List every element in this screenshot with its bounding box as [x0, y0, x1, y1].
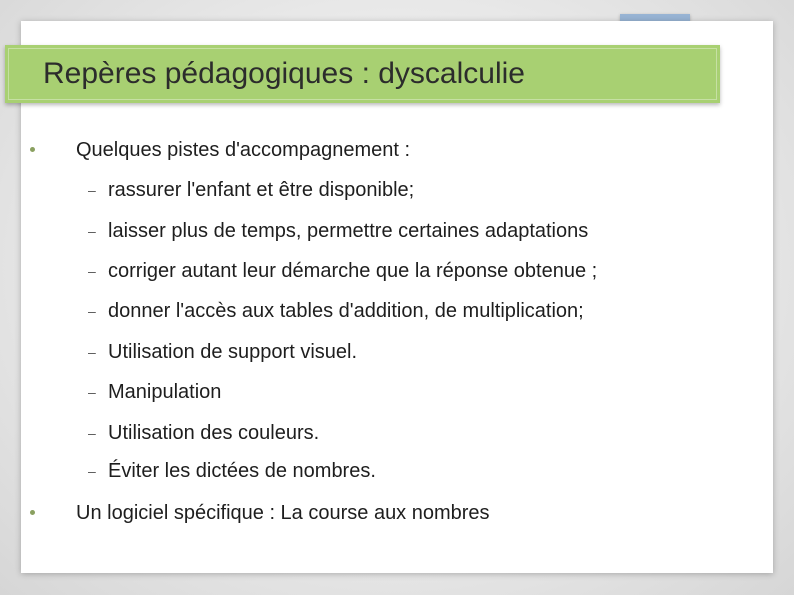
- sub-bullet-text: Éviter les dictées de nombres.: [108, 460, 376, 482]
- bullet-dot-icon: [30, 147, 35, 152]
- sub-bullet-text: laisser plus de temps, permettre certaines adaptations: [108, 220, 589, 242]
- sub-bullet-text: Utilisation de support visuel.: [108, 341, 358, 363]
- dash-icon: –: [88, 182, 96, 198]
- dash-icon: –: [88, 344, 96, 360]
- dash-icon: –: [88, 223, 96, 239]
- sub-bullet-text: rassurer l'enfant et être disponible;: [108, 179, 415, 201]
- sub-bullet-text: Manipulation: [108, 381, 222, 403]
- slide-title: Repères pédagogiques : dyscalculie: [43, 57, 525, 90]
- slide-paper: [21, 21, 773, 573]
- dash-icon: –: [88, 425, 96, 441]
- dash-icon: –: [88, 384, 96, 400]
- sub-bullet-text: Utilisation des couleurs.: [108, 422, 320, 444]
- title-bar: [5, 45, 720, 103]
- sub-bullet-text: corriger autant leur démarche que la réponse obtenue ;: [108, 260, 598, 282]
- bullet-text: Un logiciel spécifique : La course aux nombres: [76, 502, 490, 524]
- bullet-text: Quelques pistes d'accompagnement :: [76, 139, 411, 161]
- sub-bullet-text: donner l'accès aux tables d'addition, de multiplication;: [108, 300, 584, 322]
- dash-icon: –: [88, 263, 96, 279]
- bullet-dot-icon: [30, 510, 35, 515]
- dash-icon: –: [88, 303, 96, 319]
- dash-icon: –: [88, 463, 96, 479]
